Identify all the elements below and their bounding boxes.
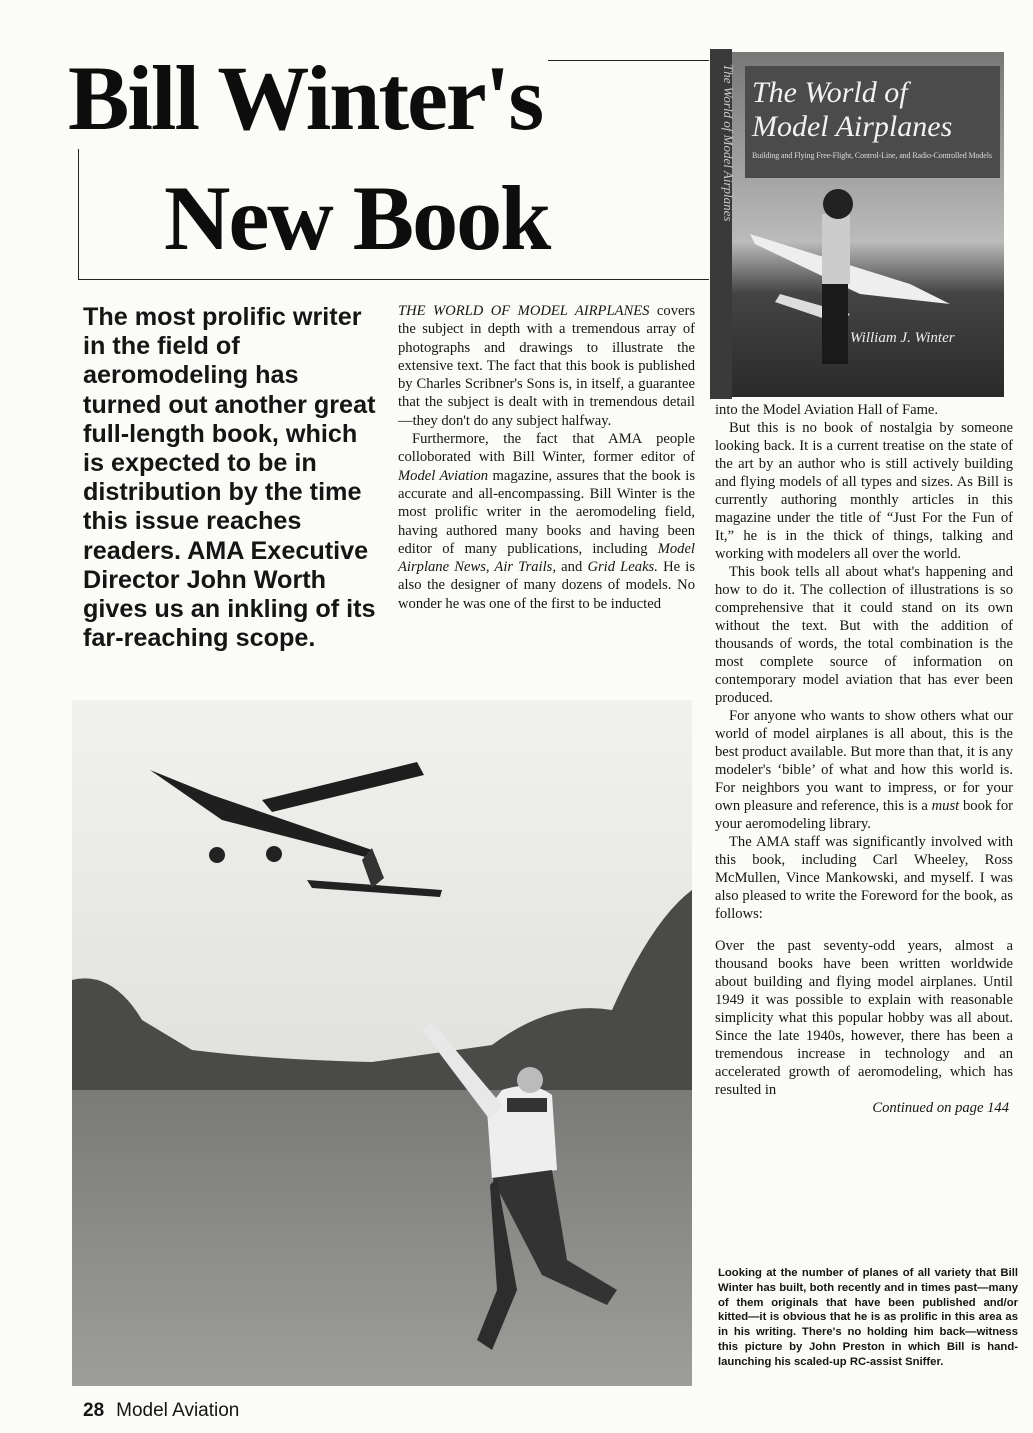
text: magazine, assures that the book is accurate and all-encompassing. Bill Winter is the most prolific writer in the aeromodeling field, having authored many books and having been editor of many publications, including: [398, 467, 695, 557]
foreword-quote: Over the past seventy-odd years, almost a thousand books have been written worldwide about building and flying model airplanes. Until 1949 it was possible to explain with reasonable simplicity what this popular hobby was all about. Since the late 1940s, however, there has been a tremendous increase in technology and an accelerated growth of aeromodeling, which has resulted in: [715, 938, 1013, 1098]
book-cover-title-2: Model Airplanes: [752, 110, 953, 143]
book-title-lead: THE WORLD OF MODEL AIRPLANES: [398, 303, 650, 319]
title-line-1: Bill Winter's: [62, 48, 548, 149]
continued-link[interactable]: Continued on page 144: [872, 1100, 1009, 1116]
page-footer: [83, 1400, 239, 1422]
paragraph: [398, 430, 695, 613]
book-spine-title: The World of Model Airplanes: [721, 64, 736, 222]
text: covers the subject in depth with a tremendous array of photographs and drawings to illustrate the extensive text. The fact that this book is published by Charles Scribner's Sons is, in itself, a guarantee that the subject is dealt with in tremendous detail—they don't do any subject halfway.: [398, 303, 696, 429]
article-deck: The most prolific writer in the field of aeromodeling has turned out another great full-length book, which is expected to be in distribution by the time this issue reaches readers. AMA Executive Director John Worth gives us an inkling of its far-reaching scope.: [83, 303, 376, 653]
title-line-2: New Book: [160, 168, 553, 269]
text: and: [561, 559, 583, 576]
magazine-name: Model Aviation: [116, 1400, 240, 1421]
paragraph: [398, 302, 695, 430]
book-cover-image: [710, 44, 1010, 404]
book-cover-subtitle: Building and Flying Free-Flight, Control-Line, and Radio-Controlled Models: [752, 151, 992, 160]
right-column: [715, 401, 1013, 1117]
page-number: 28: [83, 1400, 105, 1421]
paragraph: The AMA staff was significantly involved with this book, including Carl Wheeley, Ross McMullen, Vince Mankowski, and myself. I was also pleased to write the Foreword for the book, as follows:: [715, 834, 1013, 922]
book-cover-author: William J. Winter: [850, 330, 955, 346]
paragraph: into the Model Aviation Hall of Fame.: [715, 402, 939, 418]
text: book for your aeromodeling library.: [715, 798, 1013, 832]
photo-caption: Looking at the number of planes of all variety that Bill Winter has built, both recently and in times past—many of them originals that have been published and/or kitted—it is obvious that he is as prolific in this area as in his writing. There's no holding him back—witness this picture by John Preston in which Bill is hand-launching his scaled-up RC-assist Sniffer.: [718, 1267, 1018, 1368]
grass-field: [72, 1090, 692, 1386]
text: must: [931, 798, 960, 814]
text: He is also the designer of many dozens of models. No wonder he was one of the first to be inducted: [398, 559, 696, 612]
text: Model Aviation: [398, 467, 489, 484]
paragraph: This book tells all about what's happening and how to do it. The collection of illustrations is so comprehensive that it could stand on its own without the text. But with the addition of thousands of words, the total combination is the most complete source of information on contemporary model aviation that has ever been produced.: [715, 564, 1013, 706]
photo-hand-launch: [72, 700, 692, 1386]
text: Grid Leaks.: [587, 559, 658, 576]
paragraph: But this is no book of nostalgia by someone looking back. It is a current treatise on the state of the art by an author who is still actively building and flying models of all types and sizes. As Bill is currently authoring monthly articles in this magazine under the title of “Just For the Fun of It,” he is in the thick of things, talking and working with modelers all over the world.: [715, 420, 1013, 562]
text: For anyone who wants to show others what our world of model airplanes is all about, this is the best product available. But more than that, it is any modeler's ‘bible’ of what and how this world is. For neighbors you want to impress, or for your own pleasure and reference, this is a: [715, 708, 1013, 814]
middle-column: [398, 302, 695, 613]
text: Model Airplane News, Air Trails,: [398, 540, 695, 576]
text: Furthermore, the fact that AMA people colloborated with Bill Winter, former editor of: [398, 431, 695, 466]
book-cover-title-1: The World of: [752, 76, 908, 109]
paragraph: [715, 707, 1013, 833]
